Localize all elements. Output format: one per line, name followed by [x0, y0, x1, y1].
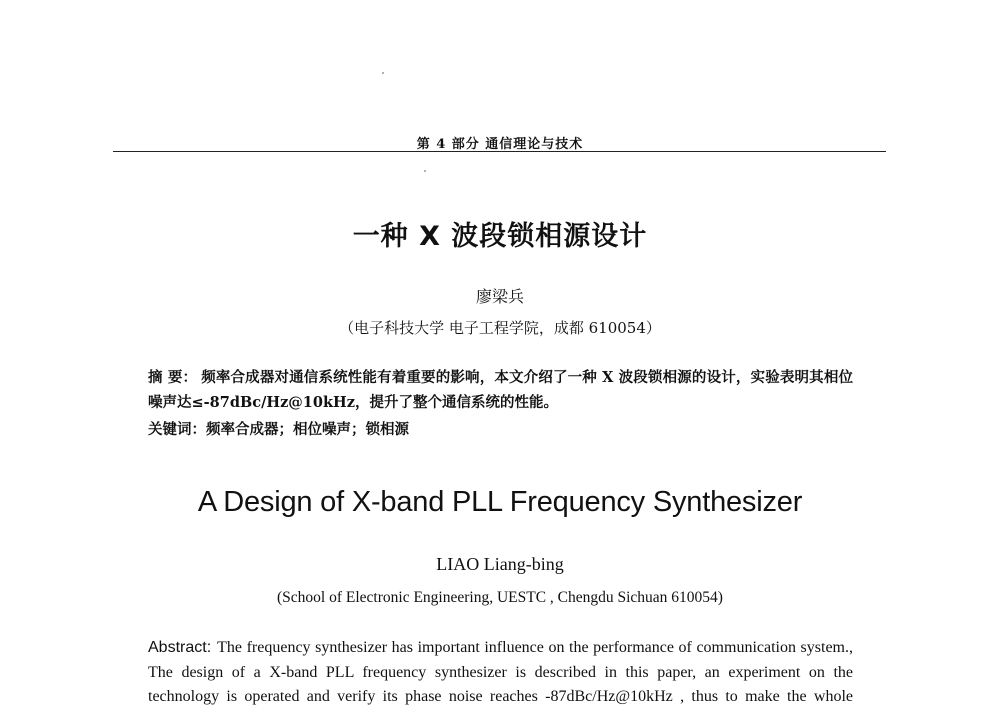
chinese-keywords [148, 418, 853, 439]
header-rule [113, 151, 886, 152]
english-abstract-label: Abstract: [148, 639, 212, 656]
running-header: 第 4 部分 通信理论与技术 [416, 137, 584, 152]
chinese-keywords-label: 关键词： [148, 421, 206, 438]
chinese-abstract [148, 365, 853, 415]
english-title: A Design of X-band PLL Frequency Synthesizer [197, 486, 803, 518]
chinese-affiliation: （电子科技大学 电子工程学院，成都 610054） [339, 319, 661, 337]
english-affiliation: (School of Electronic Engineering, UESTC , Chengdu Sichuan 610054) [277, 589, 723, 606]
chinese-author: 廖梁兵 [475, 287, 524, 306]
chinese-title: 一种 X 波段锁相源设计 [352, 221, 648, 252]
english-abstract [148, 636, 853, 710]
chinese-abstract-label: 摘 要： [148, 369, 198, 386]
chinese-keywords-text: 频率合成器；相位噪声；锁相源 [206, 421, 409, 438]
scan-speck [424, 170, 426, 172]
english-abstract-text: The frequency synthesizer has important influence on the performance of communication system., The design of a X-band PLL frequency synthesizer is described in this paper, an experiment on the technology is operated and verify its phase noise reaches -87dBc/Hz@10kHz , thus to make the whole [148, 639, 853, 705]
chinese-abstract-text: 频率合成器对通信系统性能有着重要的影响，本文介绍了一种 X 波段锁相源的设计，实验表明其相位噪声达≤-87dBc/Hz@10kHz，提升了整个通信系统的性能。 [148, 369, 853, 411]
scan-speck [382, 72, 384, 74]
english-author: LIAO Liang-bing [436, 554, 564, 574]
